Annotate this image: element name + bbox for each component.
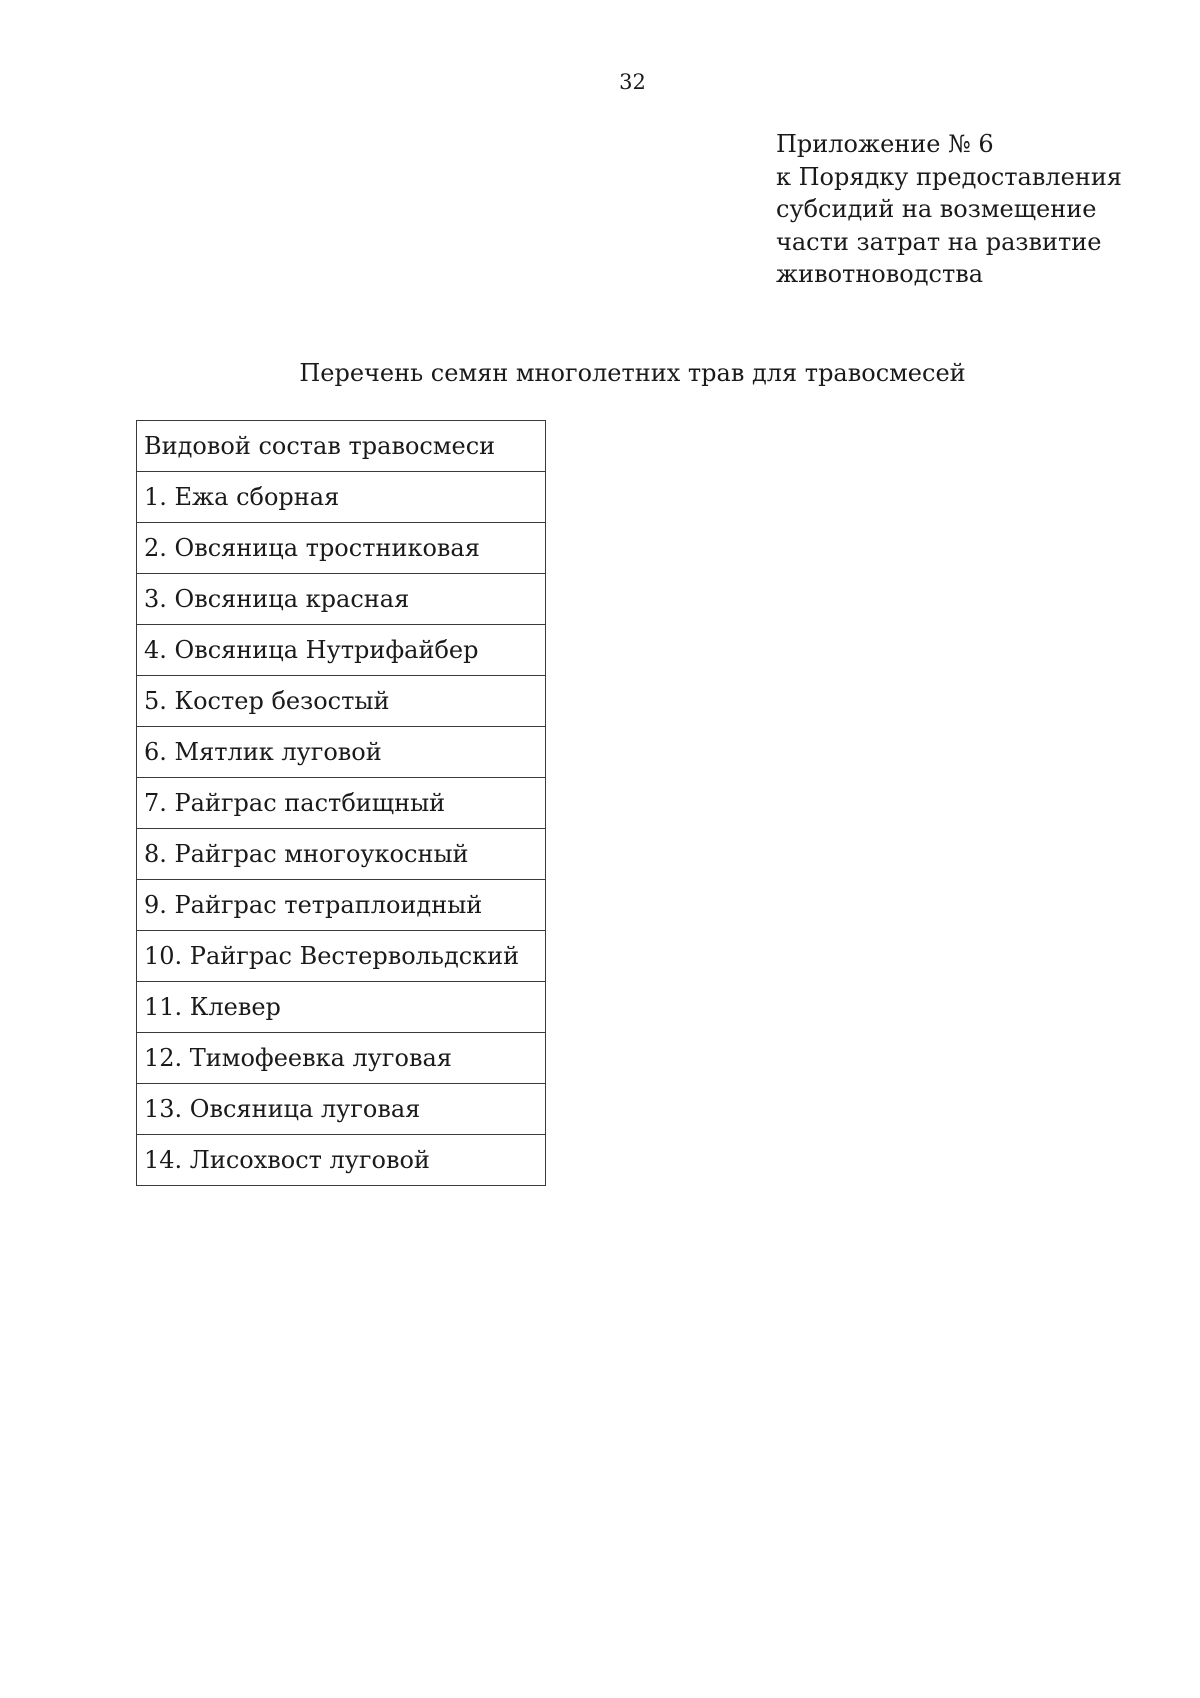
table-row — [137, 625, 546, 676]
appendix-line: Приложение № 6 — [776, 130, 994, 158]
table-header-row — [137, 421, 546, 472]
table-row — [137, 1033, 546, 1084]
table-cell: 1. Ежа сборная — [137, 472, 546, 523]
table-row — [137, 778, 546, 829]
table-cell: 8. Райграс многоукосный — [137, 829, 546, 880]
appendix-line: животноводства — [776, 260, 984, 288]
table-row — [137, 1084, 546, 1135]
table-cell: 4. Овсяница Нутрифайбер — [137, 625, 546, 676]
appendix-line: части затрат на развитие — [776, 227, 1102, 256]
table-cell: 5. Костер безостый — [137, 676, 546, 727]
table-cell: 7. Райграс пастбищный — [137, 778, 546, 829]
table-cell: 3. Овсяница красная — [137, 574, 546, 625]
table-cell: 2. Овсяница тростниковая — [137, 523, 546, 574]
table-cell: 6. Мятлик луговой — [137, 727, 546, 778]
table-row — [137, 880, 546, 931]
table-cell: 13. Овсяница луговая — [137, 1084, 546, 1135]
appendix-line: субсидий на возмещение — [776, 195, 1097, 223]
table-row — [137, 829, 546, 880]
table-row — [137, 931, 546, 982]
table-row — [137, 472, 546, 523]
table-row — [137, 727, 546, 778]
species-table — [136, 420, 546, 1186]
table-header-cell: Видовой состав травосмеси — [137, 421, 546, 472]
table-row — [137, 676, 546, 727]
table-row — [137, 982, 546, 1033]
appendix-reference — [776, 128, 1122, 291]
table-cell: 14. Лисохвост луговой — [137, 1135, 546, 1186]
table-row — [137, 1135, 546, 1186]
table-cell: 12. Тимофеевка луговая — [137, 1033, 546, 1084]
page-number: 32 — [619, 70, 646, 94]
table-cell: 11. Клевер — [137, 982, 546, 1033]
table-row — [137, 523, 546, 574]
table-cell: 10. Райграс Вестервольдский — [137, 931, 546, 982]
appendix-line: к Порядку предоставления — [776, 162, 1122, 191]
table-cell: 9. Райграс тетраплоидный — [137, 880, 546, 931]
document-title: Перечень семян многолетних трав для травосмесей — [299, 359, 966, 387]
table-row — [137, 574, 546, 625]
